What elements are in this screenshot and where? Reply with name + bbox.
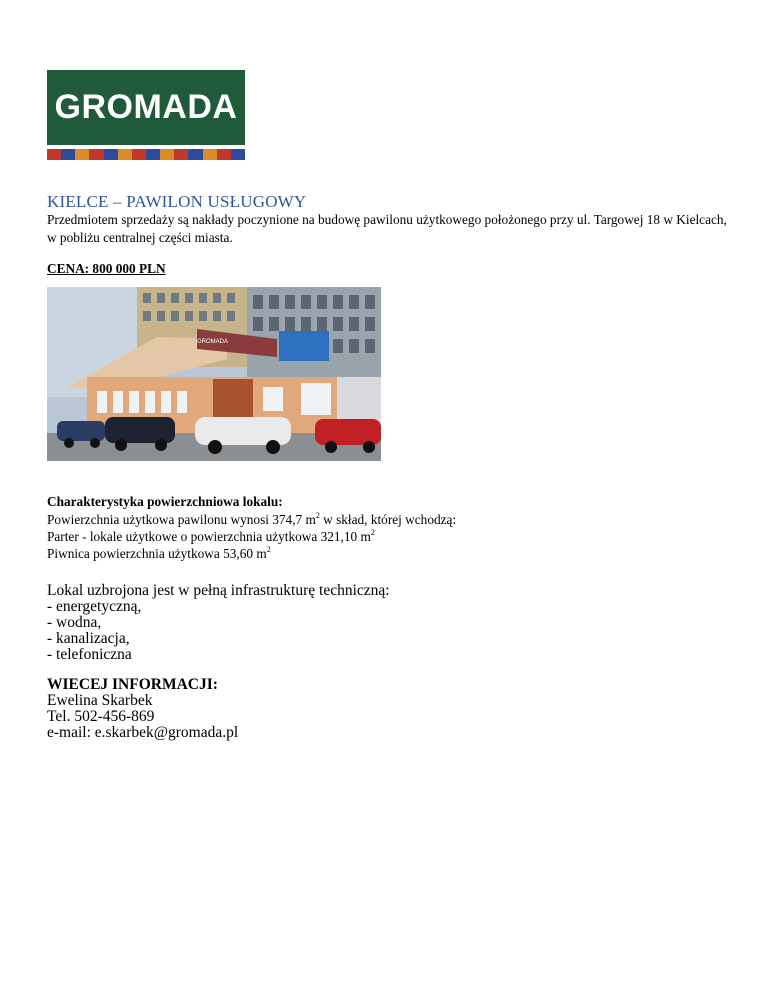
basement-line: Piwnica powierzchnia użytkowa 53,60 $m^2$ [47, 545, 271, 561]
page-title: KIELCE – PAWILON USŁUGOWY [47, 192, 307, 211]
stripe-segment [203, 149, 217, 160]
stripe-segment [174, 149, 188, 160]
pavilion-photo [47, 287, 381, 461]
stripe-segment [146, 149, 160, 160]
characteristics-heading: Charakterystyka powierzchniowa lokalu: [47, 494, 283, 509]
contact-email: e-mail: e.skarbek@gromada.pl [47, 724, 239, 741]
photo-sign-text: GROMADA [197, 339, 229, 345]
infrastructure-item: - energetyczną, [47, 598, 142, 615]
stripe-segment [160, 149, 174, 160]
stripe-segment [104, 149, 118, 160]
infrastructure-item: - kanalizacja, [47, 630, 130, 647]
stripe-segment [61, 149, 75, 160]
logo-wordmark: GROMADA [47, 70, 245, 145]
contact-phone: Tel. 502-456-869 [47, 708, 155, 725]
infrastructure-intro: Lokal uzbrojona jest w pełną infrastrukturę techniczną: [47, 582, 390, 599]
stripe-segment [217, 149, 231, 160]
characteristics-lines [47, 511, 456, 562]
price-label: CENA: 800 000 PLN [47, 261, 166, 276]
stripe-segment [75, 149, 89, 160]
contact-heading: WIECEJ INFORMACJI: [47, 676, 218, 693]
infrastructure-item: - wodna, [47, 614, 102, 631]
contact-block [47, 693, 238, 741]
stripe-segment [47, 149, 61, 160]
stripe-segment [231, 149, 245, 160]
total-area-line: Powierzchnia użytkowa pawilonu wynosi 374,7 $m^2$ w skład, której wchodzą: [47, 511, 457, 527]
logo-color-stripe [47, 149, 245, 160]
ground-floor-line: Parter - lokale użytkowe o powierzchnia użytkowa 321,10 $m^2$ [47, 528, 375, 544]
gromada-logo [47, 70, 245, 160]
contact-name: Ewelina Skarbek [47, 692, 153, 709]
intro-paragraph: Przedmiotem sprzedaży są nakłady poczynione na budowę pawilonu użytkowego położonego przy ul. Targowej 18 w Kielcach, w pobliżu centralnej części miasta. [47, 212, 727, 245]
stripe-segment [118, 149, 132, 160]
stripe-segment [188, 149, 202, 160]
stripe-segment [89, 149, 103, 160]
infrastructure-item: - telefoniczna [47, 646, 132, 663]
infrastructure-section [47, 583, 390, 663]
stripe-segment [132, 149, 146, 160]
